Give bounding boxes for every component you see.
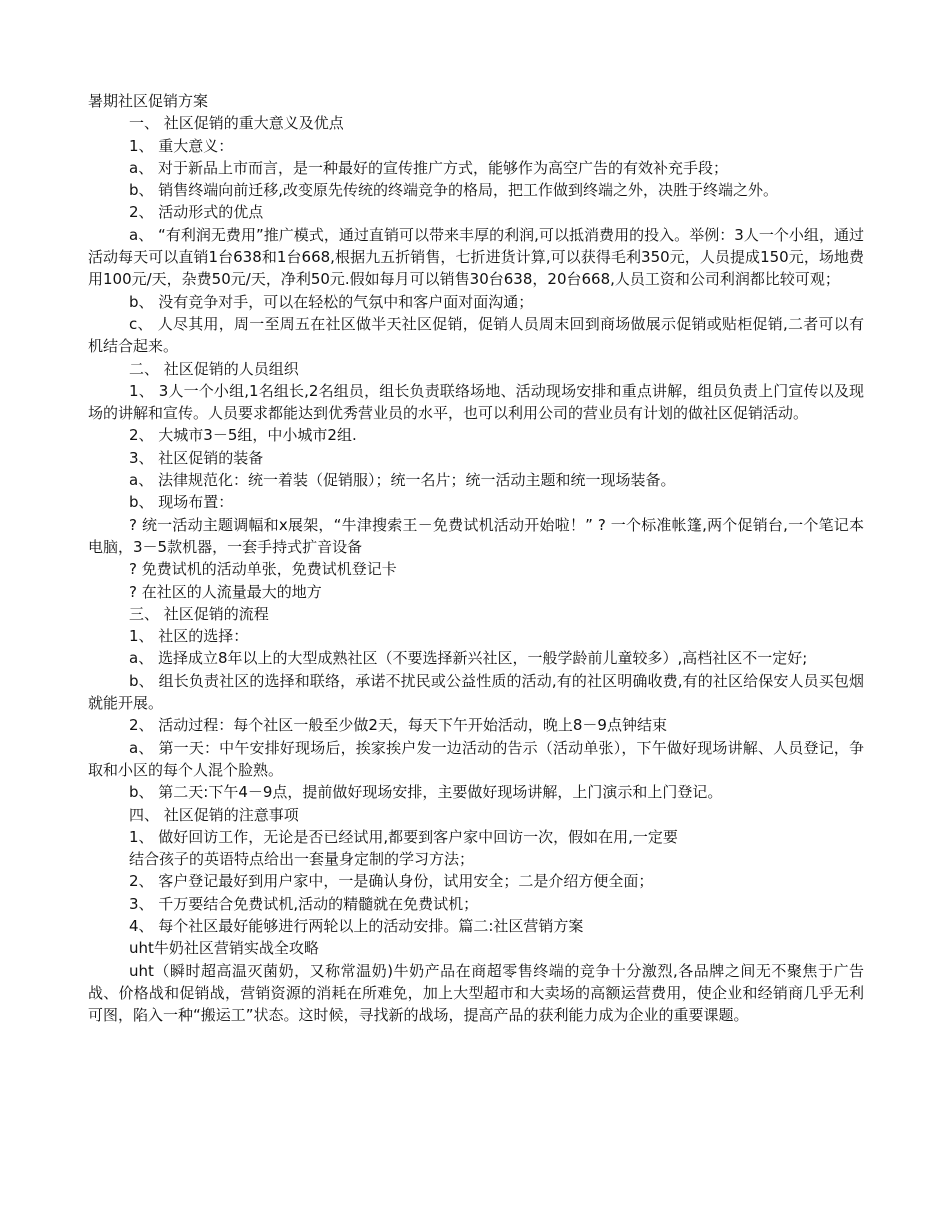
paragraph: b、 第二天:下午4－9点，提前做好现场安排，主要做好现场讲解，上门演示和上门登记。: [129, 783, 723, 802]
section-heading-3: 三、 社区促销的流程: [129, 604, 269, 623]
section-heading-4: 四、 社区促销的注意事项: [129, 805, 299, 824]
section-heading-2: 二、 社区促销的人员组织: [129, 359, 299, 378]
paragraph: b、 没有竞争对手，可以在轻松的气氛中和客户面对面沟通；: [129, 292, 534, 311]
paragraph: 3、 千万要结合免费试机,活动的精髓就在免费试机；: [129, 894, 479, 913]
paragraph: a、 选择成立8年以上的大型成熟社区（不要选择新兴社区，一般学龄前儿童较多）,高档社区不一定好;: [129, 649, 808, 668]
paragraph: 1、 做好回访工作，无论是否已经试用,都要到客户家中回访一次，假如在用,一定要: [129, 827, 678, 846]
subheading: 3、 社区促销的装备: [129, 448, 264, 467]
paragraph: 结合孩子的英语特点给出一套量身定制的学习方法；: [129, 850, 475, 869]
paragraph: a、 对于新品上市而言，是一种最好的宣传推广方式，能够作为高空广告的有效补充手段；: [129, 158, 728, 177]
paragraph: uht（瞬时超高温灭菌奶，又称常温奶)牛奶产品在商超零售终端的竞争十分激烈,各品牌之间无不聚焦于广告战、价格战和促销战，营销资源的消耗在所难免，加上大型超市和大卖场的高额运营费用，使企业和经销商几乎无利可图，陷入一种“搬运工”状态。这时候，寻找新的战场，提高产品的获利能力成为企业的重要课题。: [88, 961, 864, 1025]
article-heading: uht牛奶社区营销实战全攻略: [129, 939, 319, 958]
paragraph: b、 现场布置：: [129, 493, 234, 512]
paragraph: c、 人尽其用，周一至周五在社区做半天社区促销，促销人员周末回到商场做展示促销或贴柜促销,二者可以有机结合起来。: [88, 314, 864, 356]
paragraph: a、 法律规范化：统一着装（促销服）；统一名片；统一活动主题和统一现场装备。: [129, 471, 676, 490]
subheading: 1、 社区的选择：: [129, 627, 249, 646]
bullet-item: ? 统一活动主题调幅和x展架，“牛津搜索王－免费试机活动开始啦！” ? 一个标准帐篷,两个促销台,一个笔记本电脑，3－5款机器，一套手持式扩音设备: [88, 515, 864, 556]
paragraph: 2、 客户登记最好到用户家中，一是确认身份，试用安全；二是介绍方便全面；: [129, 872, 654, 891]
document-body: [88, 90, 864, 1026]
paragraph: 4、 每个社区最好能够进行两轮以上的活动安排。篇二:社区营销方案: [129, 916, 584, 935]
paragraph: a、 “有利润无费用”推广模式，通过直销可以带来丰厚的利润,可以抵消费用的投入。举例：3人一个小组，通过活动每天可以直销1台638和1台668,根据九五折销售，七折进货计算,可以获得毛利350元，人员提成150元，场地费用100元/天，杂费50元/天，净利50元.假如每月可以销售30台638，20台668,人员工资和公司利润都比较可观；: [88, 225, 864, 289]
paragraph: b、 组长负责社区的选择和联络，承诺不扰民或公益性质的活动,有的社区明确收费,有的社区给保安人员买包烟就能开展。: [88, 671, 864, 713]
paragraph: b、 销售终端向前迁移,改变原先传统的终端竞争的格局，把工作做到终端之外，决胜于终端之外。: [129, 181, 779, 200]
paragraph: 1、 3人一个小组,1名组长,2名组员，组长负责联络场地、活动现场安排和重点讲解，组员负责上门宣传以及现场的讲解和宣传。人员要求都能达到优秀营业员的水平，也可以利用公司的营业员有计划的做社区促销活动。: [88, 381, 864, 423]
document-title: 暑期社区促销方案: [88, 92, 209, 110]
bullet-item: ? 在社区的人流量最大的地方: [129, 582, 322, 601]
subheading: 2、 活动形式的优点: [129, 203, 264, 222]
section-heading-1: 一、 社区促销的重大意义及优点: [129, 114, 344, 133]
subheading: 2、 活动过程：每个社区一般至少做2天，每天下午开始活动，晚上8－9点钟结束: [129, 716, 667, 735]
bullet-item: ? 免费试机的活动单张，免费试机登记卡: [129, 560, 397, 579]
paragraph: a、 第一天：中午安排好现场后，挨家挨户发一边活动的告示（活动单张），下午做好现场讲解、人员登记，争取和小区的每个人混个脸熟。: [88, 738, 864, 779]
paragraph: 2、 大城市3－5组，中小城市2组.: [129, 426, 357, 445]
subheading: 1、 重大意义：: [129, 136, 234, 155]
